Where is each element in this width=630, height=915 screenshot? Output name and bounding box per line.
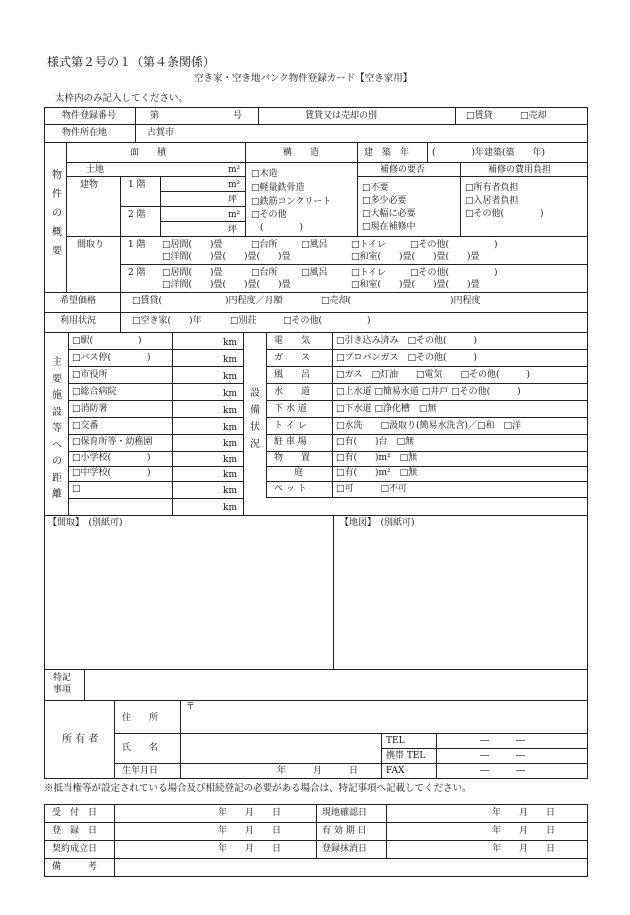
facility-elementary[interactable]: □小学校( ) <box>72 453 151 463</box>
facility-bus[interactable]: □バス停( ) <box>72 353 151 363</box>
floor1-label: 1 階 <box>128 180 146 190</box>
facility-city-hall[interactable]: □市役所 <box>72 370 108 380</box>
floor2-tsubo: 坪 <box>228 225 238 235</box>
owner-fax-label: FAX <box>386 766 405 776</box>
built-year-header: 建 築 年 <box>364 148 410 158</box>
usage-villa[interactable]: □別荘 <box>230 316 257 326</box>
owner-tel-label: TEL <box>386 736 405 746</box>
cost-tenant[interactable]: □入居者負担 <box>465 196 519 206</box>
km-6: km <box>223 423 237 433</box>
registered-date-value[interactable]: 年 月 日 <box>218 826 282 836</box>
reg-no-dai: 第 <box>150 111 160 121</box>
cancel-date-label: 登録抹消日 <box>322 844 368 854</box>
plan-madori-label: 【間取】 (別紙可) <box>48 518 123 528</box>
usage-vacant[interactable]: □空き家( )年 <box>132 316 202 326</box>
f1-other[interactable]: □その他( ) <box>410 240 498 250</box>
equip-gas-value[interactable]: □プロパンガス □その他( ) <box>336 353 478 363</box>
valid-date-label: 有 効 期 日 <box>322 826 367 836</box>
km-11: km <box>223 503 237 513</box>
km-9: km <box>223 470 237 480</box>
repair-major[interactable]: □大幅に必要 <box>362 209 416 219</box>
facility-junior-high[interactable]: □中学校( ) <box>72 468 151 478</box>
facilities-side-label: 主 要 施 設 等 へ の 距 離 <box>52 357 62 500</box>
floor2-label: 2 階 <box>128 210 146 220</box>
received-date-value[interactable]: 年 月 日 <box>218 808 282 818</box>
registered-date-label: 登 録 日 <box>52 826 98 836</box>
form-number: 様式第２号の１（第４条関係） <box>47 55 216 69</box>
form-title: 空き家・空き地バンク物件登録カード【空き家用】 <box>194 73 413 84</box>
facility-police[interactable]: □交番 <box>72 421 99 431</box>
equip-electric-value[interactable]: □引き込み済み □その他( ) <box>336 336 478 346</box>
location-label: 物件所在地 <box>62 128 108 138</box>
area-header: 面 積 <box>130 148 167 158</box>
struct-wood[interactable]: □木造 <box>251 169 278 179</box>
equip-water-label: 水 道 <box>274 387 311 397</box>
f2-other[interactable]: □その他( ) <box>410 268 498 278</box>
overview-side-label: 物 件 の 概 要 <box>52 170 62 257</box>
f1-western[interactable]: □洋間( )畳( )畳( )畳 <box>162 252 291 262</box>
postal-mark: 〒 <box>186 702 196 712</box>
owner-mobile-value[interactable]: ― ― <box>480 751 526 761</box>
floor1-tsubo: 坪 <box>228 195 238 205</box>
facility-other[interactable]: □ <box>72 484 81 494</box>
owner-name-label: 氏 名 <box>122 743 159 753</box>
km-10: km <box>223 486 237 496</box>
opt-rent-checkbox[interactable]: □賃貸 <box>466 111 493 121</box>
f1-kitchen[interactable]: □台所 <box>251 240 278 250</box>
price-rent[interactable]: □賃貸( )円程度／月額 <box>132 296 283 306</box>
equip-garden-label: 庭 <box>294 468 304 478</box>
repair-cost-header: 補修の費用負担 <box>488 165 552 175</box>
f2-living[interactable]: □居間( )畳 <box>162 268 223 278</box>
equip-pet-value[interactable]: □可 □不可 <box>336 484 408 494</box>
repair-ongoing[interactable]: □現在補修中 <box>362 222 416 232</box>
received-date-label: 受 付 日 <box>52 808 98 818</box>
madori-floor2: 2 階 <box>128 268 146 278</box>
km-2: km <box>223 355 237 365</box>
owner-tel-value[interactable]: ― ― <box>480 736 526 746</box>
site-check-label: 現地確認日 <box>322 808 368 818</box>
owner-fax-value[interactable]: ― ― <box>480 766 526 776</box>
km-8: km <box>223 455 237 465</box>
owner-address-label: 住 所 <box>122 713 159 723</box>
facility-station[interactable]: □駅( ) <box>72 336 142 346</box>
notes-label-1: 特記 <box>53 673 72 683</box>
equip-water-value[interactable]: □上水道 □簡易水道 □井戸 □その他( ) <box>336 387 521 397</box>
f1-toilet[interactable]: □トイレ <box>351 240 387 250</box>
equip-sewer-value[interactable]: □下水道 □浄化槽 □無 <box>336 404 437 414</box>
price-label: 希望価格 <box>60 296 97 306</box>
f2-kitchen[interactable]: □台所 <box>251 268 278 278</box>
repair-none[interactable]: □不要 <box>362 183 389 193</box>
built-year-value[interactable]: ( )年建築(築 年) <box>432 148 546 158</box>
equip-pet-label: ペ ッ ト <box>274 484 307 494</box>
facility-fire[interactable]: □消防署 <box>72 404 108 414</box>
struct-other-detail[interactable]: ( ) <box>260 223 304 233</box>
instruction: 太枠内のみ記入してください。 <box>55 93 189 104</box>
notes-label-2: 事項 <box>53 685 72 695</box>
land-label: 土地 <box>86 165 105 175</box>
equip-sewer-label: 下 水 道 <box>274 404 307 414</box>
footnote: ※抵当権等が設定されている場合及び相続登記の必要がある場合は、特記事項へ記載してください。 <box>44 783 472 794</box>
facility-nursery[interactable]: □保育所等・幼稚園 <box>72 437 153 447</box>
site-check-value[interactable]: 年 月 日 <box>492 808 556 818</box>
equip-electric-label: 電 気 <box>274 336 311 346</box>
f1-bath[interactable]: □風呂 <box>301 240 328 250</box>
struct-other[interactable]: □その他 <box>251 210 287 220</box>
equip-garden-value[interactable]: □有( )m² □無 <box>336 468 418 478</box>
f2-western[interactable]: □洋間( )畳( )畳( )畳 <box>162 280 291 290</box>
reg-no-label: 物件登録番号 <box>62 111 117 121</box>
equipment-side-label: 設 備 状 況 <box>250 388 260 450</box>
equip-storage-label: 物 置 <box>274 453 311 463</box>
equip-toilet-value[interactable]: □水洗 □汲取り(簡易水洗含)／□和 □洋 <box>336 421 522 431</box>
kind-label: 賃貸又は売却の別 <box>305 111 378 121</box>
struct-light-steel[interactable]: □軽量鉄骨造 <box>251 183 305 193</box>
valid-date-value[interactable]: 年 月 日 <box>492 826 556 836</box>
land-unit: m² <box>228 165 241 175</box>
f1-japanese[interactable]: □和室( )畳( )畳( )畳 <box>351 252 480 262</box>
usage-other[interactable]: □その他( ) <box>283 316 371 326</box>
madori-drawing-area[interactable] <box>46 530 332 667</box>
equip-parking-value[interactable]: □有( )台 □無 <box>336 437 415 447</box>
floor2-m2: m² <box>228 210 241 220</box>
cost-owner[interactable]: □所有者負担 <box>465 183 519 193</box>
f2-bath[interactable]: □風呂 <box>301 268 328 278</box>
structure-header: 構 造 <box>283 148 320 158</box>
km-3: km <box>223 372 237 382</box>
madori-floor1: 1 階 <box>128 240 146 250</box>
equip-parking-label: 駐 車 場 <box>274 437 307 447</box>
contract-date-value[interactable]: 年 月 日 <box>218 844 282 854</box>
location-value[interactable]: 古賀市 <box>147 128 175 138</box>
floor1-m2: m² <box>228 180 241 190</box>
owner-birth-value[interactable]: 年 月 日 <box>277 766 359 776</box>
cost-other[interactable]: □その他( ) <box>465 209 544 219</box>
contract-date-label: 契約成立日 <box>52 844 98 854</box>
struct-rc[interactable]: □鉄筋コンクリート <box>251 197 332 207</box>
repair-some[interactable]: □多少必要 <box>362 196 407 206</box>
km-7: km <box>223 439 237 449</box>
madori-label: 間取り <box>77 240 105 250</box>
owner-mobile-label: 携帯 TEL <box>386 751 426 761</box>
equip-toilet-label: ト イ レ <box>274 421 307 431</box>
usage-label: 利用状況 <box>60 316 97 326</box>
f1-living[interactable]: □居間( )畳 <box>162 240 223 250</box>
plan-map-label: 【地図】 (別紙可) <box>340 518 415 528</box>
map-drawing-area[interactable] <box>335 530 586 667</box>
equip-bath-value[interactable]: □ガス □灯油 □電気 □その他( ) <box>336 370 531 380</box>
equip-storage-value[interactable]: □有( )m² □無 <box>336 453 418 463</box>
facility-hospital[interactable]: □総合病院 <box>72 387 117 397</box>
owner-birth-label: 生年月日 <box>122 766 159 776</box>
reg-no-go: 号 <box>233 111 243 121</box>
repair-header: 補修の要否 <box>380 165 426 175</box>
km-4: km <box>223 389 237 399</box>
equip-bath-label: 風 呂 <box>274 370 311 380</box>
price-sale[interactable]: □売却( )円程度 <box>321 296 481 306</box>
remarks-label: 備 考 <box>52 862 98 872</box>
owner-label: 所 有 者 <box>62 734 99 745</box>
km-5: km <box>223 406 237 416</box>
building-label: 建物 <box>80 180 99 190</box>
f2-toilet[interactable]: □トイレ <box>351 268 387 278</box>
cancel-date-value[interactable]: 年 月 日 <box>492 844 556 854</box>
opt-sale-checkbox[interactable]: □売却 <box>520 111 547 121</box>
km-1: km <box>223 338 237 348</box>
equip-gas-label: ガ ス <box>274 353 311 363</box>
f2-japanese[interactable]: □和室( )畳( )畳( )畳 <box>351 280 480 290</box>
